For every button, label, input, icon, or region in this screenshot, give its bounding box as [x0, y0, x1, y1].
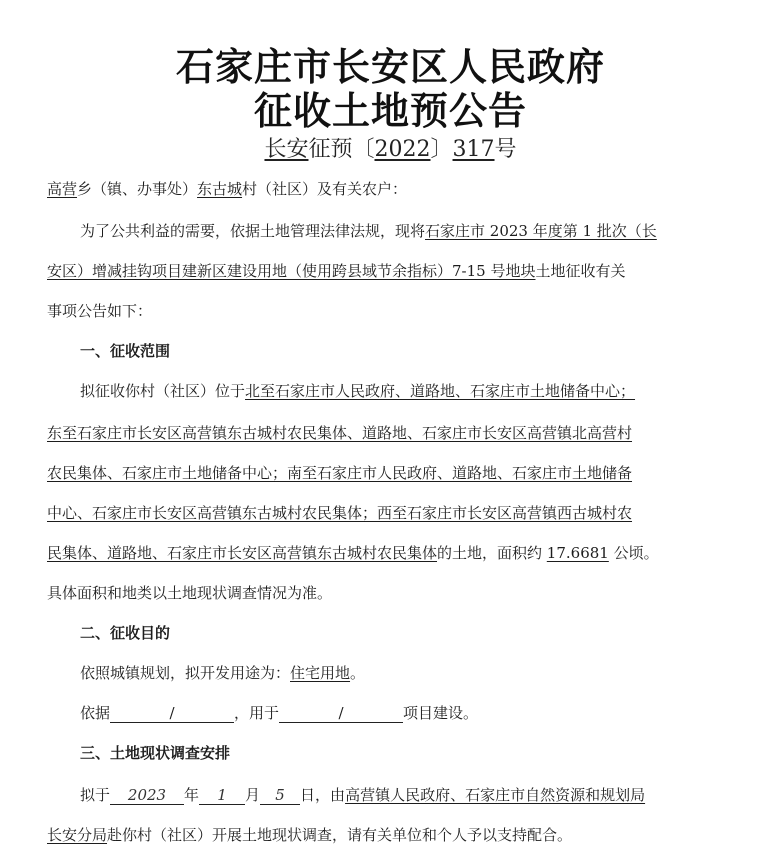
doc-no-suffix: 号 — [494, 137, 517, 162]
section-1-line-6: 具体面积和地类以土地现状调查情况为准。 — [47, 584, 333, 602]
section-1-line-2 — [47, 422, 632, 443]
addressee-town: 高营 — [47, 180, 78, 198]
survey-year: 2023 — [110, 786, 184, 805]
doc-no-year: 2022 — [374, 137, 431, 162]
section-1-line-4-boundary: 中心、石家庄市长安区高营镇东古城村农民集体；西至石家庄市长安区高营镇西古城村农 — [47, 504, 633, 522]
section-2-basis-blank: / — [110, 704, 234, 723]
section-3-agencies: 高营镇人民政府、石家庄市自然资源和规划局 — [345, 786, 646, 804]
section-1-line-5-mid: 的土地，面积约 — [437, 544, 547, 562]
section-2-basis-mid: ，用于 — [234, 704, 280, 722]
section-3-line-2 — [47, 824, 572, 845]
section-1-area: 17.6681 — [546, 544, 609, 562]
intro-line-1-project: 石家庄市 2023 年度第 1 批次（长 — [425, 222, 657, 240]
title-line-2: 征收土地预公告 — [253, 89, 527, 133]
section-1-line-2-boundary: 东至石家庄市长安区高营镇东古城村农民集体、道路地、石家庄市长安区高营镇北高营村 — [47, 424, 633, 442]
section-2-basis-post: 项目建设。 — [403, 704, 479, 722]
intro-line-2-project: 安区）增减挂钩项目建新区建设用地（使用跨县域节余指标）7-15 号地块 — [47, 262, 536, 280]
section-3-agency-branch: 长安分局 — [47, 826, 108, 844]
section-3-line-1 — [80, 784, 645, 805]
survey-month-label: 月 — [245, 786, 261, 804]
section-1-line-5 — [47, 542, 659, 563]
section-2-plan-use: 住宅用地 — [290, 664, 351, 682]
addressee-village-suffix: 村（社区）及有关农户： — [242, 180, 408, 198]
section-1-line-3 — [47, 462, 632, 483]
addressee-village: 东古城 — [197, 180, 243, 198]
doc-no-mid: 征预〔 — [308, 137, 375, 162]
intro-line-1 — [80, 220, 657, 241]
section-1-line-4 — [47, 502, 632, 523]
survey-year-label: 年 — [184, 786, 200, 804]
intro-line-1-pre: 为了公共利益的需要，依据土地管理法律法规，现将 — [80, 222, 426, 240]
section-1-line-1-pre: 拟征收你村（社区）位于 — [80, 382, 246, 400]
section-1-heading: 一、征收范围 — [80, 342, 171, 360]
title-line-1: 石家庄市长安区人民政府 — [175, 45, 605, 89]
doc-no-number: 317 — [452, 137, 495, 162]
section-1-line-1-boundary: 北至石家庄市人民政府、道路地、石家庄市土地储备中心； — [245, 382, 636, 400]
section-3-line-2-post: 赴你村（社区）开展土地现状调查，请有关单位和个人予以支持配合。 — [107, 826, 573, 844]
section-1-line-1 — [80, 380, 635, 401]
section-2-basis-pre: 依据 — [80, 704, 111, 722]
addressee — [47, 178, 407, 199]
section-2-plan-post: 。 — [350, 664, 366, 682]
doc-no-prefix: 长安 — [264, 137, 309, 162]
section-2-plan — [80, 662, 365, 683]
section-1-line-5-post: 公顷。 — [608, 544, 659, 562]
intro-line-2 — [47, 260, 626, 281]
intro-line-3: 事项公告如下： — [47, 302, 153, 320]
section-2-heading: 二、征收目的 — [80, 624, 171, 642]
section-2-basis — [80, 702, 478, 723]
survey-month: 1 — [199, 786, 245, 805]
addressee-town-suffix: 乡（镇、办事处） — [77, 180, 198, 198]
section-1-line-5-boundary: 民集体、道路地、石家庄市长安区高营镇东古城村农民集体 — [47, 544, 438, 562]
doc-no-close: 〕 — [430, 137, 453, 162]
intro-line-2-post: 土地征收有关 — [535, 262, 626, 280]
section-2-use-blank: / — [279, 704, 403, 723]
survey-day: 5 — [260, 786, 300, 805]
section-2-plan-pre: 依照城镇规划，拟开发用途为： — [80, 664, 291, 682]
document-number — [0, 132, 781, 163]
section-3-pre: 拟于 — [80, 786, 111, 804]
survey-day-label: 日，由 — [300, 786, 346, 804]
section-1-line-3-boundary: 农民集体、石家庄市土地储备中心；南至石家庄市人民政府、道路地、石家庄市土地储备 — [47, 464, 633, 482]
section-3-heading: 三、土地现状调查安排 — [80, 744, 231, 762]
